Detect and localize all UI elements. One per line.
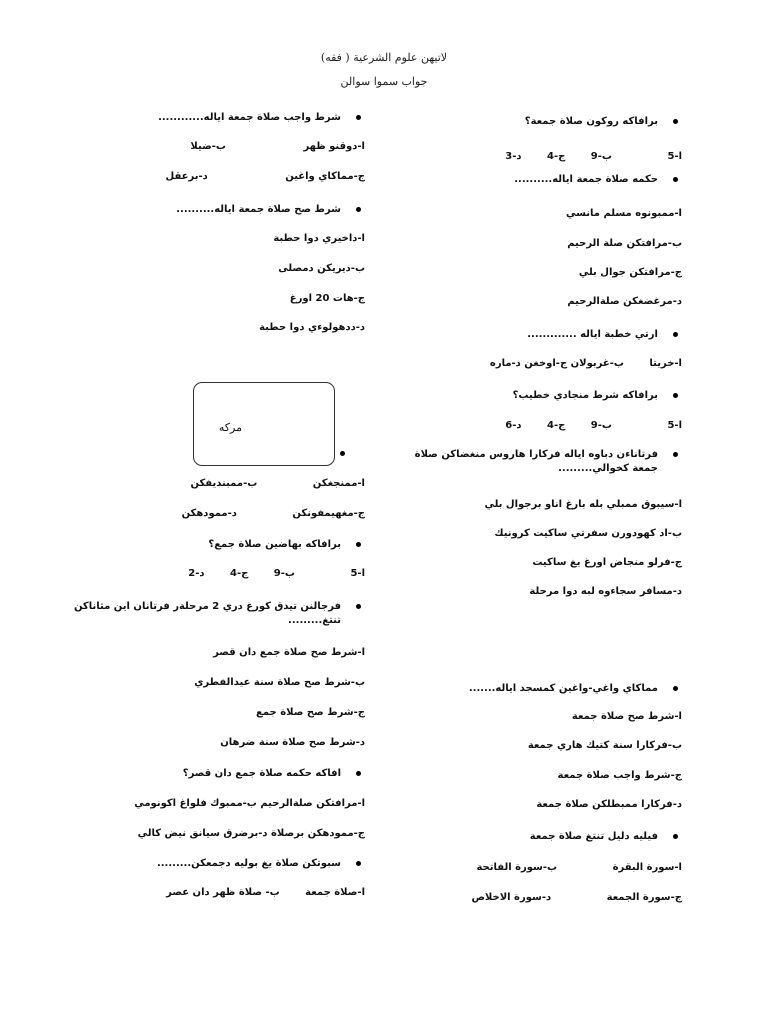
option-a: ا-5 [667,151,682,162]
option-b: ب-غربولان [570,358,624,369]
page-title: لاتيهن علوم الشرعية ( فقه) [320,51,448,64]
option-a: ا-صلاة جمعة [305,887,365,898]
bullet-icon [356,604,361,609]
option-c: ج-مماكاي واغين [285,171,365,182]
bullet-icon [356,207,361,212]
option-c: ج-4 [229,568,249,579]
question-continuation: تنتغ......... [288,615,341,626]
answer-options [372,357,682,370]
option-c: ج-سورة الجمعة [606,892,682,903]
option-d: د-2 [188,568,205,579]
question: ارتي خطبة اياله ............. [348,328,682,341]
option-b: ب-ممبنديفكن [190,478,258,489]
option-b: ب-ممبوك فلواغ اكونومي [134,798,257,809]
bullet-icon [356,115,361,120]
option-b: ب-ضيلا [190,141,226,152]
option-b: ب-ديريكن دمصلى [278,263,365,274]
answer-options [372,891,682,904]
bullet-icon [356,771,361,776]
option-c: ج-4 [546,420,566,431]
option-d: د-سورة الاخلاص [471,892,552,903]
option-c: ج-فرلو منجاض اورغ يغ ساكيت [532,557,682,568]
option-c: ج-ممودهكن برصلاة [270,828,365,839]
option-b: ب-مرافتكن صلة الرحيم [567,238,682,249]
option-b: ب-9 [273,568,295,579]
answer-options [55,567,365,580]
option-b: ب-شرط صح صلاة سنة عيدالفطري [194,677,365,688]
option-a: ا-5 [667,420,682,431]
option-c: ج-4 [546,151,566,162]
option-c: ج-مرافتكن جوال بلي [578,267,682,278]
option-b: ب-9 [590,420,612,431]
option-a: ا-سيبوق ممبلي بله بارغ اناو برجوال بلي [484,499,682,510]
bullet-icon [673,686,678,691]
option-a: ا-5 [350,568,365,579]
question: برافاكه روكون صلاة جمعة؟ [348,115,682,128]
answer-options [55,886,365,899]
option-a: ا-مرافتكن صلةالرحيم [260,798,365,809]
option-d: د-مسافر سجاءوه لبه دوا مرحلة [529,586,682,597]
question: شرط واجب صلاة جمعة اياله............ [31,111,365,124]
bullet-icon [673,177,678,182]
option-a: ا-شرط صح صلاة جمعة [571,711,682,722]
question: فرجالنن تيدق كورغ دري 2 مرحلةر فرتانان اين مثاناكن [31,600,365,613]
bullet-icon [673,393,678,398]
question: برافاكه بهاضين صلاة جمع؟ [31,538,365,551]
bullet-icon [673,834,678,839]
answer-options [372,861,682,874]
option-d: د-شرط صح صلاة سنة ضرهان [220,737,365,748]
answer-options [55,827,365,840]
option-d: د-فركارا ممبطلكن صلاة جمعة [536,799,682,810]
option-a: ا-ممبونوه مسلم مانسي [565,208,682,219]
option-a: ا-دوقنو ظهر [303,141,365,152]
question: مماكاي واغي-واغين كمسجد اياله....... [348,682,682,695]
bullet-icon [356,861,361,866]
option-d: د-ممودهكن [181,508,237,519]
question: حكمه صلاة جمعة اياله.......... [348,173,682,186]
option-a: ا-سورة البقرة [612,862,682,873]
question: فرتاناءن دباوه اياله فركارا هاروس منغضاكن صلاة [348,448,682,461]
answer-options [55,477,365,490]
answer-options [55,170,365,183]
option-c: ج-شرط صح صلاة جمع [255,707,365,718]
box-label: مركه [218,421,242,434]
bullet-icon [356,542,361,547]
option-a: ا-داخيري دوا حطبة [273,233,365,244]
option-d: د-3 [505,151,522,162]
option-d: د-برعقل [165,171,208,182]
image-placeholder-box [193,382,335,466]
answer-options [55,140,365,153]
page-subtitle: جواب سموا سوالن [340,75,428,88]
option-b: ب-فركارا سنة كتيك هاري جمعة [527,740,682,751]
bullet-icon [673,332,678,337]
option-b: ب-9 [590,151,612,162]
option-c: ج-هات 20 اورغ [289,293,365,304]
option-a: ا-ممنجغكن [312,478,365,489]
answer-options [372,419,682,432]
question: برافاكه شرط منجادي خطيب؟ [348,389,682,402]
answer-options [55,507,365,520]
option-d: د-6 [505,420,522,431]
bullet-icon [673,452,678,457]
option-c: ج-شرط واجب صلاة جمعة [557,770,682,781]
question: شرط صح صلاة جمعة اياله.......... [31,203,365,216]
question: سبوتكن صلاة يغ بوليه دجمعكن......... [31,857,365,870]
option-c: ج-مغهيمفونكن [292,508,365,519]
question-continuation: جمعة كخوالي......... [558,463,658,474]
answer-options [372,150,682,163]
option-b: ب-اد كهودورن سفرتي ساكيت كرونيك [494,528,682,539]
bullet-icon [673,119,678,124]
option-c: ج-اوخغن [524,358,568,369]
question: فيليه دليل تنتغ صلاة جمعة [348,830,682,843]
answer-options [55,797,365,810]
bullet-icon [340,451,345,456]
question: افاكه حكمه صلاة جمع دان قصر؟ [31,767,365,780]
option-a: ا-شرط صح صلاة جمع دان قصر [213,647,365,658]
option-b: ب- صلاة ظهر دان عصر [166,887,280,898]
option-d: د-ددهولوءي دوا حطبة [259,322,365,333]
option-d: د-برضرق سيانق نيض كالي [137,828,268,839]
option-d: د-ماره [489,358,521,369]
option-a: ا-خريتا [649,358,682,369]
option-d: د-مرغضغكن صلةالرحيم [567,296,682,307]
option-b: ب-سورة الفاتحة [476,862,558,873]
